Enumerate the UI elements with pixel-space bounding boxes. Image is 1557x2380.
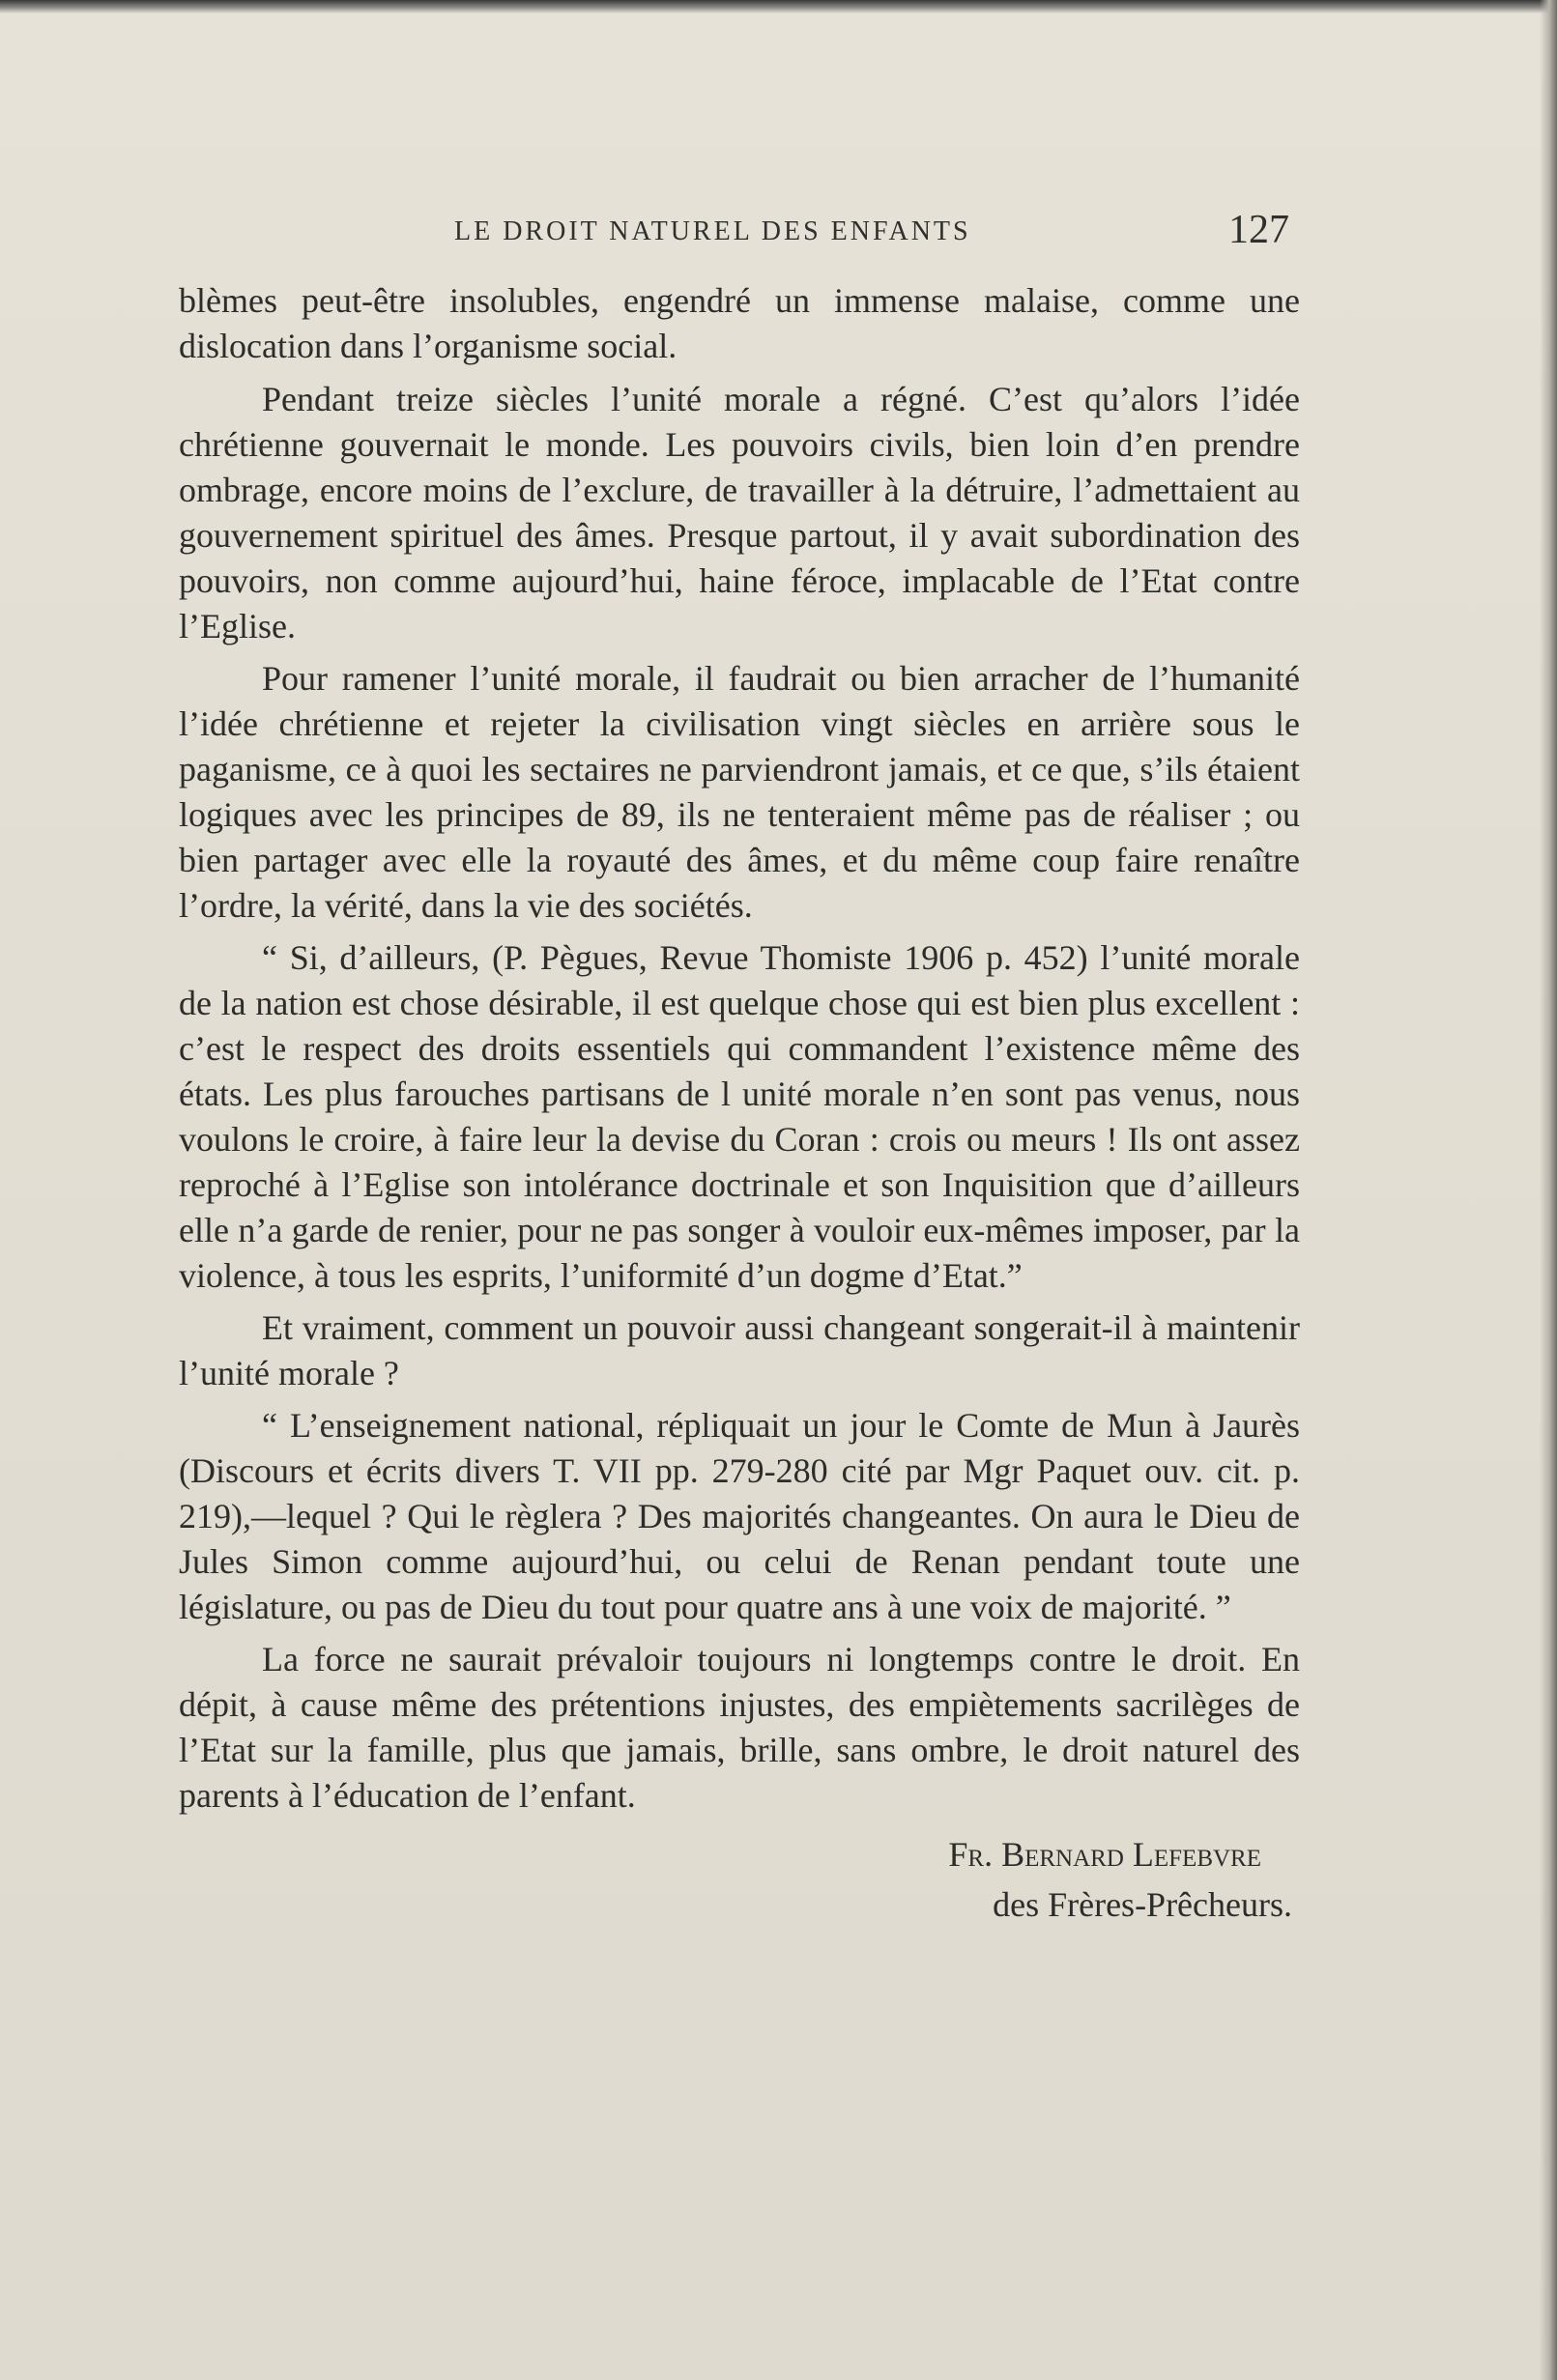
paragraph-3: Pour ramener l’unité morale, il faudrait ou bien arracher de l’humanité l’idée chrétienne et rejeter la civilisation vingt siècles en arrière sous le paganisme, ce à quoi les sectaires ne parviendront jamais, et ce que, s’ils étaient logiques avec les principes de 89, ils ne tenteraient même pas de réaliser ; ou bien partager avec elle la royauté des âmes, et du même coup faire renaître l’ordre, la vérité, dans la vie des sociétés. <box>179 659 1300 925</box>
paragraph-1: blèmes peut-être insolubles, engendré un immense malaise, comme une dislocation dans l’organisme social. <box>179 281 1300 365</box>
author-order: des Frères-Prêcheurs. <box>993 1885 1292 1924</box>
paragraph-2: Pendant treize siècles l’unité morale a régné. C’est qu’alors l’idée chrétienne gouvernait le monde. Les pouvoirs civils, bien loin d’en prendre ombrage, encore moins de l’exclure, de travailler à la détruire, l’admettaient au gouvernement spirituel des âmes. Presque partout, il y avait subordination des pouvoirs, non comme aujourd’hui, haine féroce, implacable de l’Etat contre l’Eglise. <box>179 380 1300 645</box>
signature-block <box>179 1829 1300 1930</box>
paragraph-7: La force ne saurait prévaloir toujours ni longtemps contre le droit. En dépit, à cause même des prétentions injustes, des empiètements sacrilèges de l’Etat sur la famille, plus que jamais, brille, sans ombre, le droit naturel des parents à l’éducation de l’enfant. <box>179 1640 1300 1815</box>
paragraph-4-quote-pegues: “ Si, d’ailleurs, (P. Pègues, Revue Thomiste 1906 p. 452) l’unité morale de la nation est chose désirable, il est quelque chose qui est bien plus excellent : c’est le respect des droits essentiels qui commandent l’existence même des états. Les plus farouches partisans de l unité morale n’en sont pas venus, nous voulons le croire, à faire leur la devise du Coran : crois ou meurs ! Ils ont assez reproché à l’Eglise son intolérance doctrinale et son Inquisition que d’ailleurs elle n’a garde de renier, pour ne pas songer à vouloir eux-mêmes imposer, par la violence, à tous les esprits, l’uniformité d’un dogme d’Etat.” <box>179 938 1300 1295</box>
paragraph-6-quote-de-mun: “ L’enseignement national, répliquait un jour le Comte de Mun à Jaurès (Discours et écrits divers T. VII pp. 279-280 cité par Mgr Paquet ouv. cit. p. 219),—lequel ? Qui le règlera ? Des majorités changeantes. On aura le Dieu de Jules Simon comme aujourd’hui, ou celui de Renan pendant toute une législature, ou pas de Dieu du tout pour quatre ans à une voix de majorité. ” <box>179 1406 1300 1626</box>
page-number: 127 <box>1228 208 1289 252</box>
paragraph-5: Et vraiment, comment un pouvoir aussi changeant songerait-il à maintenir l’unité morale ? <box>179 1308 1300 1392</box>
author-name: Fr. Bernard Lefebvre <box>948 1835 1261 1874</box>
page-header <box>184 208 1305 271</box>
running-head: LE DROIT NATUREL DES ENFANTS <box>454 216 971 246</box>
body-text <box>179 278 1300 1825</box>
page-top-edge <box>0 0 1557 14</box>
page-right-edge <box>1540 0 1557 2380</box>
